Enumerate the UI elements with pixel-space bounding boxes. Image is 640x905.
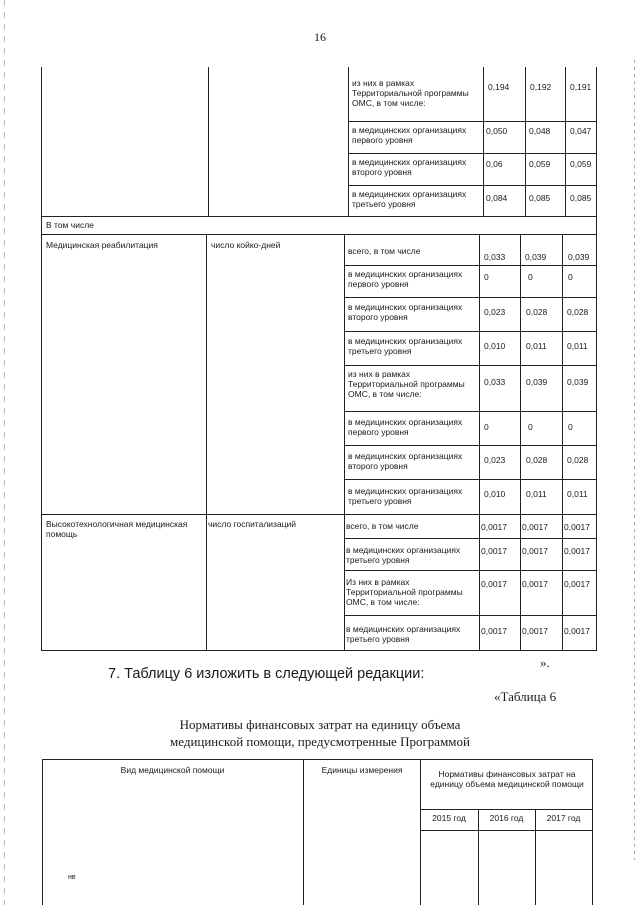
row-label: в медицинских организациях третьего уровня: [346, 624, 461, 644]
cell-2017: 0,0017: [564, 579, 590, 589]
cell-2016: 0,085: [529, 193, 551, 203]
cell-2017: 0: [568, 272, 573, 282]
cell-2016: 0,011: [526, 341, 547, 351]
row-label: в медицинских организациях третьего уровня: [348, 336, 463, 356]
cell-2016: 0,0017: [522, 522, 548, 532]
header-year-2017: 2017 год: [546, 813, 581, 823]
row-label: в медицинских организациях первого уровня: [348, 417, 463, 437]
table-border-right: [596, 67, 597, 650]
row-label: Из них в рамках Территориальной программы ОМС, в том числе:: [346, 577, 463, 607]
row-label: в медицинских организациях второго уровня: [348, 451, 463, 471]
cell-2015: 0,010: [484, 341, 506, 351]
table-label: «Таблица 6: [494, 689, 557, 704]
cell-2016: 0,0017: [522, 546, 548, 556]
table-title-line-2: медицинской помощи, предусмотренные Программой: [170, 734, 470, 749]
row-label: всего, в том числе: [348, 246, 421, 256]
row-label: в медицинских организациях второго уровня: [348, 302, 463, 322]
cell-2017: 0,0017: [564, 626, 590, 636]
amendment-paragraph: 7. Таблицу 6 изложить в следующей редакции:: [108, 666, 425, 682]
cell-2015: 0,084: [486, 193, 508, 203]
cell-2016: 0,059: [529, 159, 551, 169]
cell-2016: 0,0017: [522, 626, 548, 636]
cell-2017: 0,191: [570, 82, 592, 92]
cell-2015: 0,06: [486, 159, 503, 169]
row-label: в медицинских организациях третьего уровня: [346, 545, 461, 565]
row-label: в медицинских организациях второго уровня: [352, 157, 467, 177]
unit-rehab: число койко-дней: [211, 240, 281, 250]
scan-edge-left: [4, 0, 5, 905]
row-label: в медицинских организациях первого уровня: [348, 269, 463, 289]
header-year-2015: 2015 год: [432, 813, 466, 823]
cell-2017: 0,039: [568, 252, 590, 262]
page-number: 16: [314, 30, 326, 44]
header-year-2016: 2016 год: [489, 813, 524, 823]
cell-2017: 0,011: [567, 341, 588, 351]
cell-2016: 0,028: [526, 307, 548, 317]
row-label: в медицинских организациях третьего уровня: [352, 189, 467, 209]
cell-2017: 0,085: [570, 193, 592, 203]
cell-2016: 0: [528, 272, 533, 282]
care-type-rehab: Медицинская реабилитация: [46, 240, 158, 250]
cell-2017: 0,0017: [564, 546, 590, 556]
row-label: из них в рамках Территориальной программы ОМС, в том числе:: [352, 78, 469, 108]
row-label: в медицинских организациях третьего уровня: [348, 486, 463, 506]
cell-2016: 0,039: [526, 377, 548, 387]
header-units: Единицы измерения: [321, 765, 403, 775]
cell-2016: 0,039: [525, 252, 547, 262]
header-norms: Нормативы финансовых затрат на единицу объема медицинской помощи: [430, 769, 584, 789]
table-border-left: [41, 67, 42, 650]
cell-2015: 0,194: [488, 82, 510, 92]
cell-2015: 0,010: [484, 489, 506, 499]
cell-2015: 0,0017: [481, 626, 507, 636]
care-type-hitech: Высокотехнологичная медицинская помощь: [46, 519, 188, 539]
cell-2016: 0,0017: [522, 579, 548, 589]
cell-2016: 0,028: [526, 455, 548, 465]
cell-2016: 0,192: [530, 82, 552, 92]
row-label: в медицинских организациях первого уровня: [352, 125, 467, 145]
cell-2015: 0,023: [484, 307, 506, 317]
section-label: В том числе: [46, 220, 94, 230]
scan-edge-right: [634, 60, 635, 860]
cell-2015: 0,0017: [481, 579, 507, 589]
cell-2015: 0,050: [486, 126, 508, 136]
cell-2017: 0: [568, 422, 573, 432]
footer-mark: нв: [68, 874, 76, 881]
cell-2017: 0,039: [567, 377, 589, 387]
cell-2015: 0: [484, 422, 489, 432]
closing-quote: ».: [540, 655, 550, 670]
cell-2017: 0,028: [567, 307, 589, 317]
header-care-type: Вид медицинской помощи: [120, 765, 225, 775]
table-title-line-1: Нормативы финансовых затрат на единицу объема: [179, 717, 461, 732]
cell-2016: 0: [528, 422, 533, 432]
cell-2017: 0,047: [570, 126, 592, 136]
unit-hitech: число госпитализаций: [208, 519, 297, 529]
cell-2016: 0,011: [526, 489, 547, 499]
cell-2015: 0,0017: [481, 546, 507, 556]
cell-2017: 0,0017: [564, 522, 590, 532]
cell-2017: 0,011: [567, 489, 588, 499]
row-label: всего, в том числе: [346, 521, 419, 531]
cell-2017: 0,059: [570, 159, 592, 169]
cell-2015: 0,023: [484, 455, 506, 465]
cell-2015: 0,033: [484, 377, 506, 387]
row-label: из них в рамках Территориальной программы ОМС, в том числе:: [348, 369, 465, 399]
cell-2015: 0: [484, 272, 489, 282]
table-border-bottom: [41, 650, 597, 651]
cell-2017: 0,028: [567, 455, 589, 465]
cell-2016: 0,048: [529, 126, 551, 136]
cell-2015: 0,0017: [481, 522, 507, 532]
cell-2015: 0,033: [484, 252, 506, 262]
